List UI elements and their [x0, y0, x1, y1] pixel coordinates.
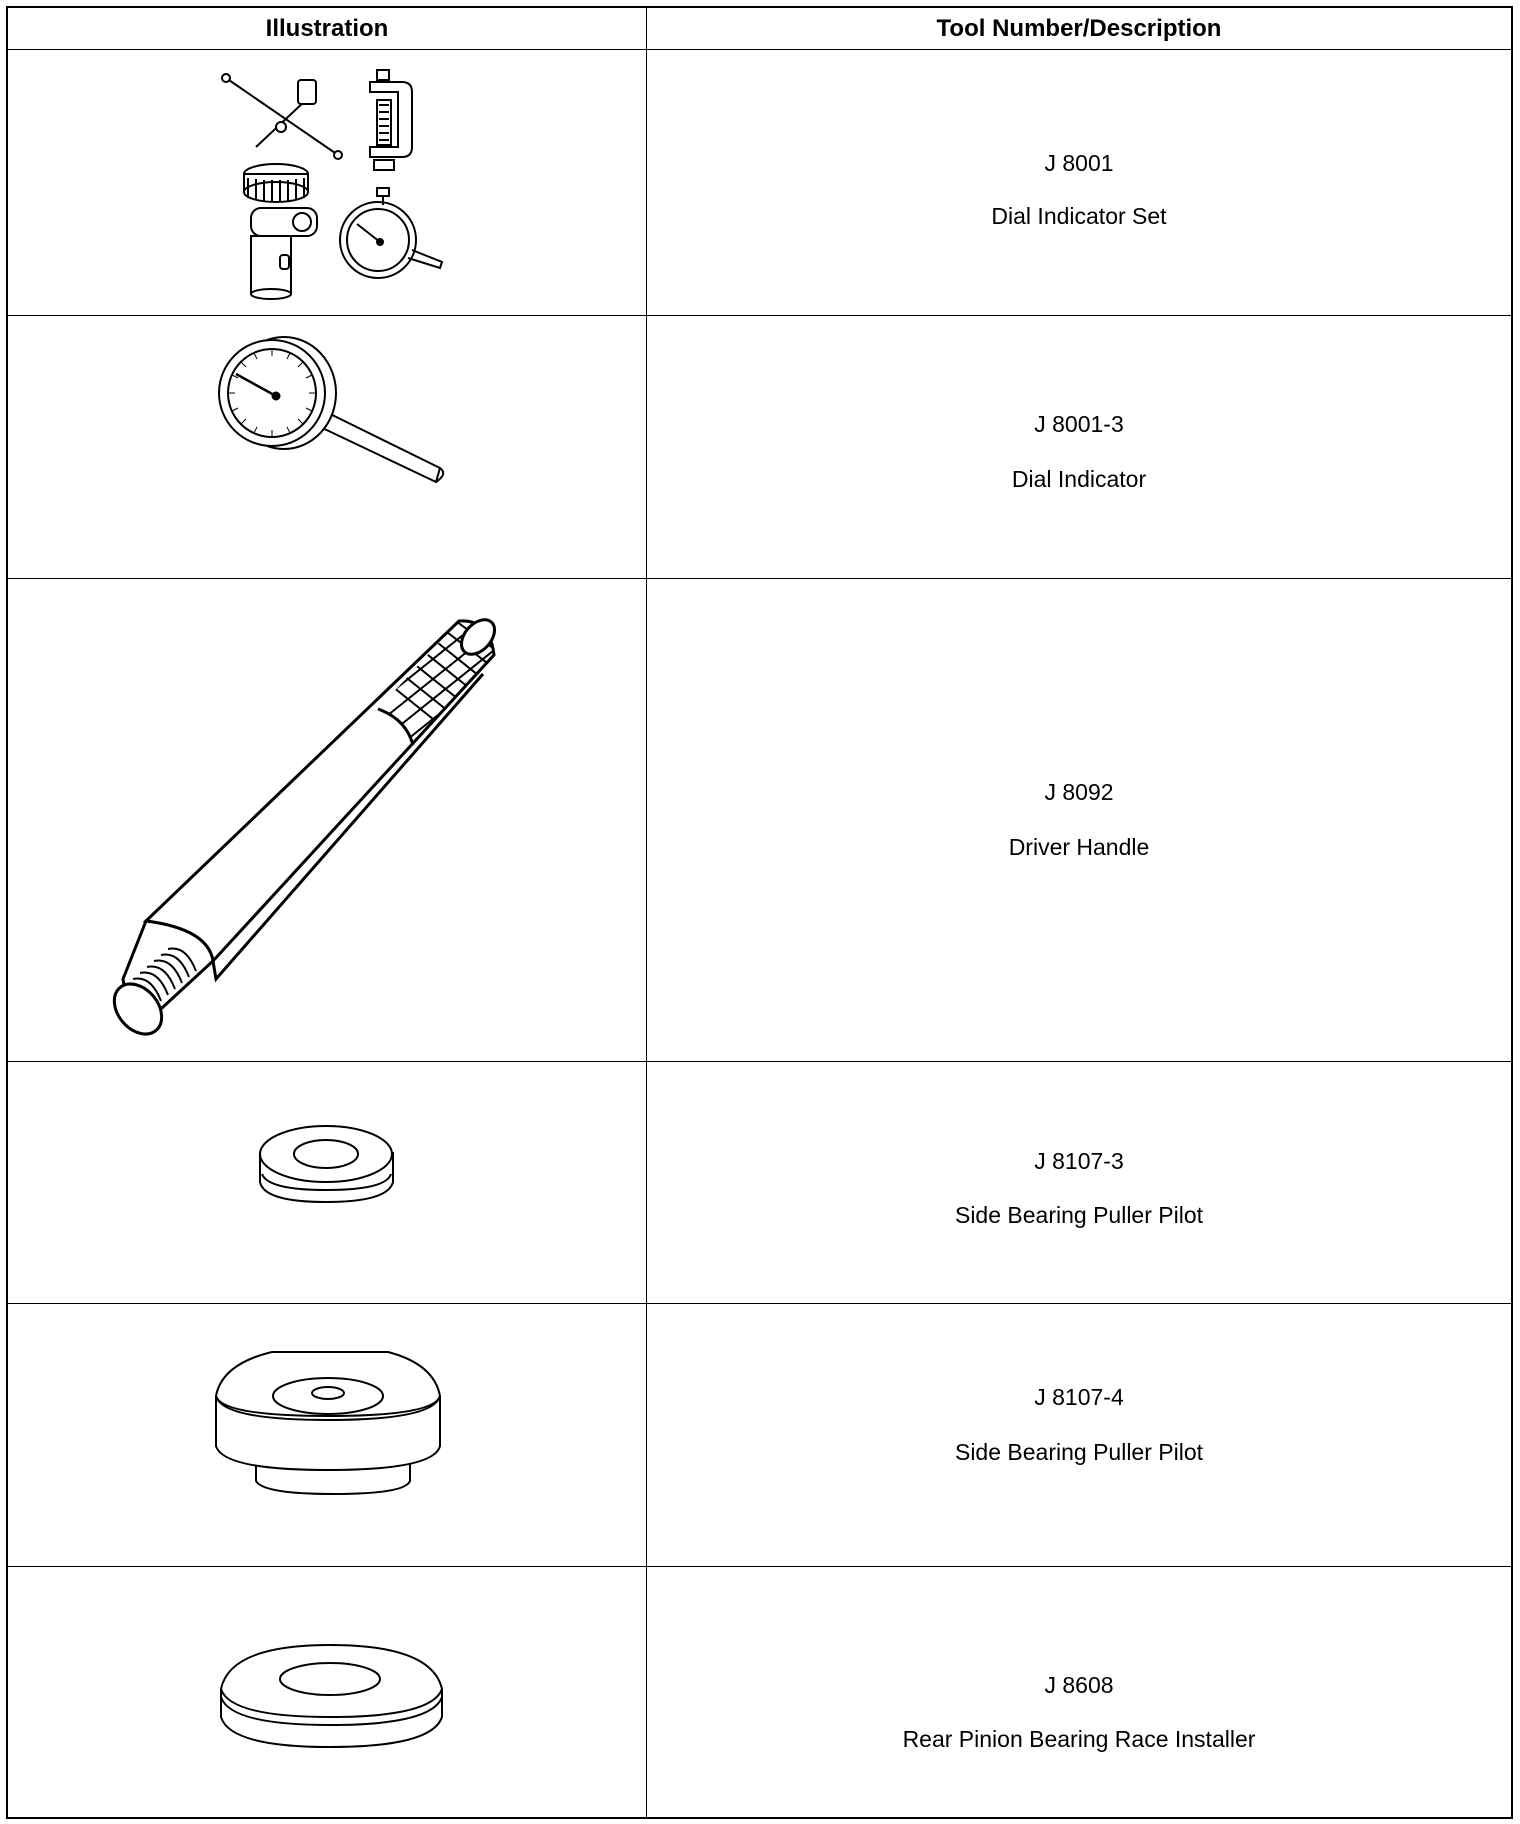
tool-table: [6, 6, 1513, 1819]
description-cell: [647, 1062, 1511, 1304]
header-tool: Tool Number/Description: [936, 15, 1222, 42]
description-cell: [647, 1304, 1511, 1567]
tool-number: J 8001-3: [1034, 411, 1124, 437]
tool-number: J 8001: [1044, 150, 1114, 176]
description-cell: [647, 50, 1511, 316]
table-row: [8, 1062, 1511, 1304]
illustration-cell: [8, 1304, 646, 1567]
tool-number: J 8092: [1044, 779, 1114, 805]
illustration-cell: [8, 50, 646, 316]
tool-description: Rear Pinion Bearing Race Installer: [902, 1726, 1256, 1752]
puller-pilot-small-icon: [8, 1062, 646, 1304]
illustration-cell: [8, 1567, 646, 1821]
dial-indicator-set-icon: [8, 50, 646, 316]
description-cell: [647, 316, 1511, 579]
table-row: [8, 579, 1511, 1062]
tool-number: J 8107-3: [1034, 1148, 1124, 1174]
description-cell: [647, 579, 1511, 1062]
tool-number: J 8608: [1044, 1672, 1114, 1698]
illustration-cell: [8, 1062, 646, 1304]
tool-description: Side Bearing Puller Pilot: [954, 1202, 1204, 1228]
table-row: [8, 316, 1511, 579]
table-row: [8, 50, 1511, 316]
puller-pilot-large-icon: [8, 1304, 646, 1567]
dial-indicator-icon: [8, 316, 646, 579]
tool-description: Dial Indicator: [1011, 466, 1147, 492]
illustration-cell: [8, 316, 646, 579]
tool-number: J 8107-4: [1034, 1384, 1124, 1410]
tool-description: Driver Handle: [1008, 834, 1150, 860]
header-illustration: Illustration: [265, 15, 389, 42]
driver-handle-icon: [8, 579, 646, 1062]
tool-description: Side Bearing Puller Pilot: [954, 1439, 1204, 1465]
table-row: [8, 1304, 1511, 1567]
illustration-cell: [8, 579, 646, 1062]
description-cell: [647, 1567, 1511, 1821]
tool-description: Dial Indicator Set: [991, 203, 1167, 229]
table-row: [8, 1567, 1511, 1821]
race-installer-icon: [8, 1567, 646, 1821]
